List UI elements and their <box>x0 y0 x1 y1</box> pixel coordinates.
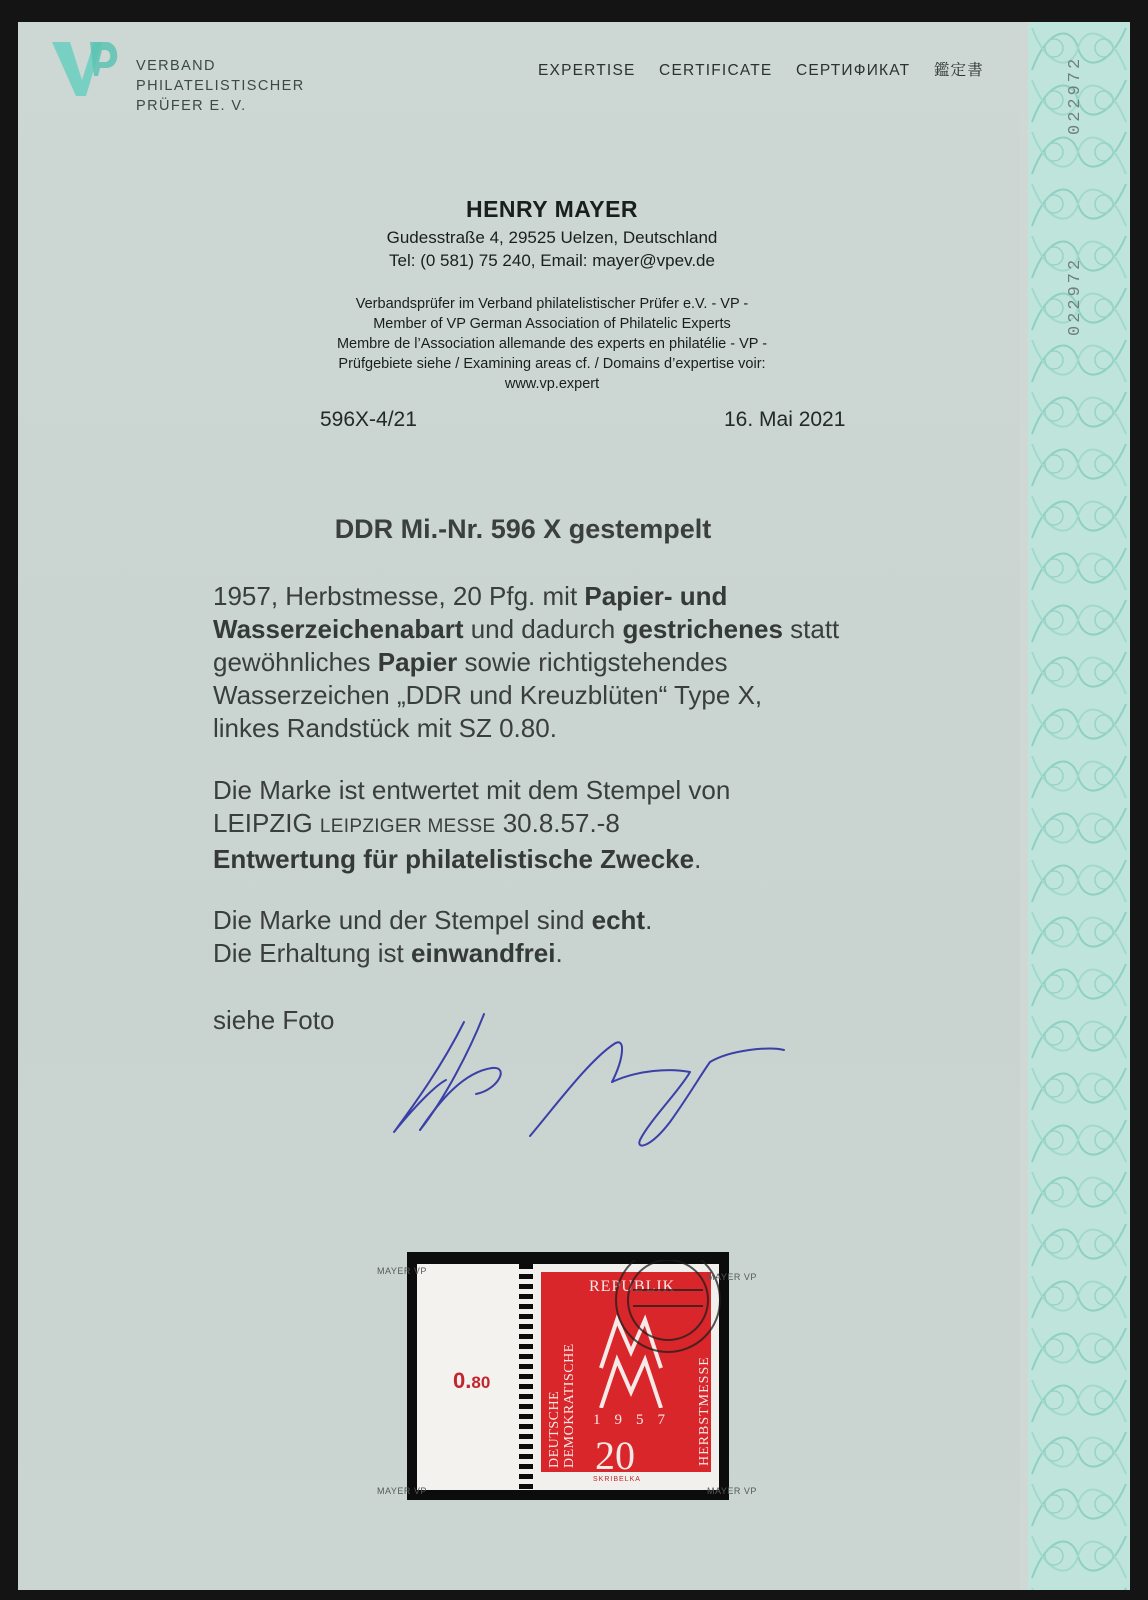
description-line-1 <box>213 580 839 613</box>
selvage-number-big: 0. <box>453 1368 472 1393</box>
vp-line-3: Membre de l’Association allemande des experts en philatélie - VP - <box>336 336 768 352</box>
expert-mark-bottom-left: MAYER VP <box>377 1486 427 1496</box>
serial-number: 022972 <box>1066 256 1085 336</box>
cancellation-line-1: Die Marke ist entwertet mit dem Stempel von <box>213 775 731 805</box>
text-span: sowie richtigstehendes <box>457 647 728 677</box>
postmark-text: LEIPZIGER MESSE <box>319 816 496 837</box>
verdict-line-1 <box>213 904 652 937</box>
org-line-2: PHILATELISTISCHER <box>136 78 305 94</box>
postage-stamp <box>533 1264 719 1490</box>
expert-mark-bottom-right: MAYER VP <box>707 1486 757 1496</box>
serial-number-top: 022972 <box>1066 55 1085 135</box>
selvage-number-small: 80 <box>471 1373 491 1392</box>
heading-russian: СЕРТИФИКАТ <box>795 62 911 79</box>
association-name <box>136 56 305 116</box>
stamp-designer: SKRIBELKA <box>593 1476 641 1483</box>
stamp-value: 20 <box>595 1433 635 1478</box>
description-line-3 <box>213 646 839 679</box>
org-line-3: PRÜFER E. V. <box>136 98 247 114</box>
postmark-icon <box>573 1260 723 1410</box>
text-span: 1957, Herbstmesse, 20 Pfg. mit <box>213 581 585 611</box>
bold-span: Wasserzeichenabart <box>213 614 464 644</box>
vp-line-2: Member of VP German Association of Philatelic Experts <box>373 316 731 332</box>
postmark-date: 30.8.57.-8 <box>495 808 620 838</box>
photo-note: siehe Foto <box>213 1005 335 1035</box>
org-line-1: VERBAND <box>136 58 216 74</box>
text-span: gewöhnliches <box>213 647 378 677</box>
certificate-subject: DDR Mi.-Nr. 596 X gestempelt <box>334 514 712 544</box>
bold-span: Entwertung für philatelistische Zwecke <box>213 844 695 874</box>
text-span: Die Marke und der Stempel sind <box>213 905 592 935</box>
text-span: Die Erhaltung ist <box>213 938 411 968</box>
expert-contact: Tel: (0 581) 75 240, Email: mayer@vpev.de <box>389 251 715 270</box>
expert-mark-top-left: MAYER VP <box>377 1266 427 1276</box>
selvage-number <box>453 1368 490 1394</box>
verdict-paragraph <box>213 904 652 970</box>
expert-address: Gudesstraße 4, 29525 Uelzen, Deutschland <box>386 228 718 247</box>
text-span: . <box>555 938 563 968</box>
stamp-text-line-2: DEMOKRATISCHE <box>562 1343 577 1468</box>
stamp-selvage <box>417 1264 519 1490</box>
text-span: und dadurch <box>463 614 623 644</box>
vp-website: www.vp.expert <box>504 376 600 392</box>
bold-span: einwandfrei <box>410 938 556 968</box>
description-line-4: Wasserzeichen „DDR und Kreuzblüten“ Type X, <box>213 680 763 710</box>
vp-line-1: Verbandsprüfer im Verband philatelistischer Prüfer e.V. - VP - <box>355 296 749 312</box>
stamp-text-line-1: DEUTSCHE <box>547 1390 562 1468</box>
description-line-2 <box>213 613 839 646</box>
heading-expertise: EXPERTISE <box>538 62 636 79</box>
bold-span: Papier <box>377 647 458 677</box>
text-span: . <box>694 844 702 874</box>
description-paragraph <box>213 580 839 745</box>
stamp-top-text: REPUBLIK <box>589 1278 676 1295</box>
heading-japanese: 鑑定書 <box>933 62 984 79</box>
bold-span: echt <box>591 905 646 935</box>
expert-name: HENRY MAYER <box>465 196 639 222</box>
bold-span: gestrichenes <box>622 614 783 644</box>
perforation <box>519 1264 533 1490</box>
text-span: statt <box>782 614 840 644</box>
text-span: LEIPZIG <box>213 808 320 838</box>
expert-signature <box>380 1010 800 1160</box>
vp-logo <box>50 36 120 100</box>
certificate-heading <box>538 58 1002 80</box>
description-line-5: linkes Randstück mit SZ 0.80. <box>213 713 557 743</box>
certificate-date: 16. Mai 2021 <box>724 408 846 431</box>
cancellation-line-2 <box>213 807 730 843</box>
vp-line-4: Prüfgebiete siehe / Examining areas cf. / Domains d’expertise voir: <box>338 356 766 372</box>
expert-mark-top-right: MAYER VP <box>707 1272 757 1282</box>
stamp-photo <box>377 1252 757 1500</box>
stamp-year: 1957 <box>593 1412 679 1428</box>
text-span: . <box>645 905 653 935</box>
stamp-event-text: HERBSTMESSE <box>697 1356 712 1466</box>
cancellation-line-3 <box>213 843 730 876</box>
verdict-line-2 <box>213 937 652 970</box>
heading-certificate: CERTIFICATE <box>659 62 773 79</box>
certificate-number: 596X-4/21 <box>320 408 417 431</box>
cancellation-paragraph <box>213 774 730 876</box>
bold-span: Papier- und <box>584 581 728 611</box>
